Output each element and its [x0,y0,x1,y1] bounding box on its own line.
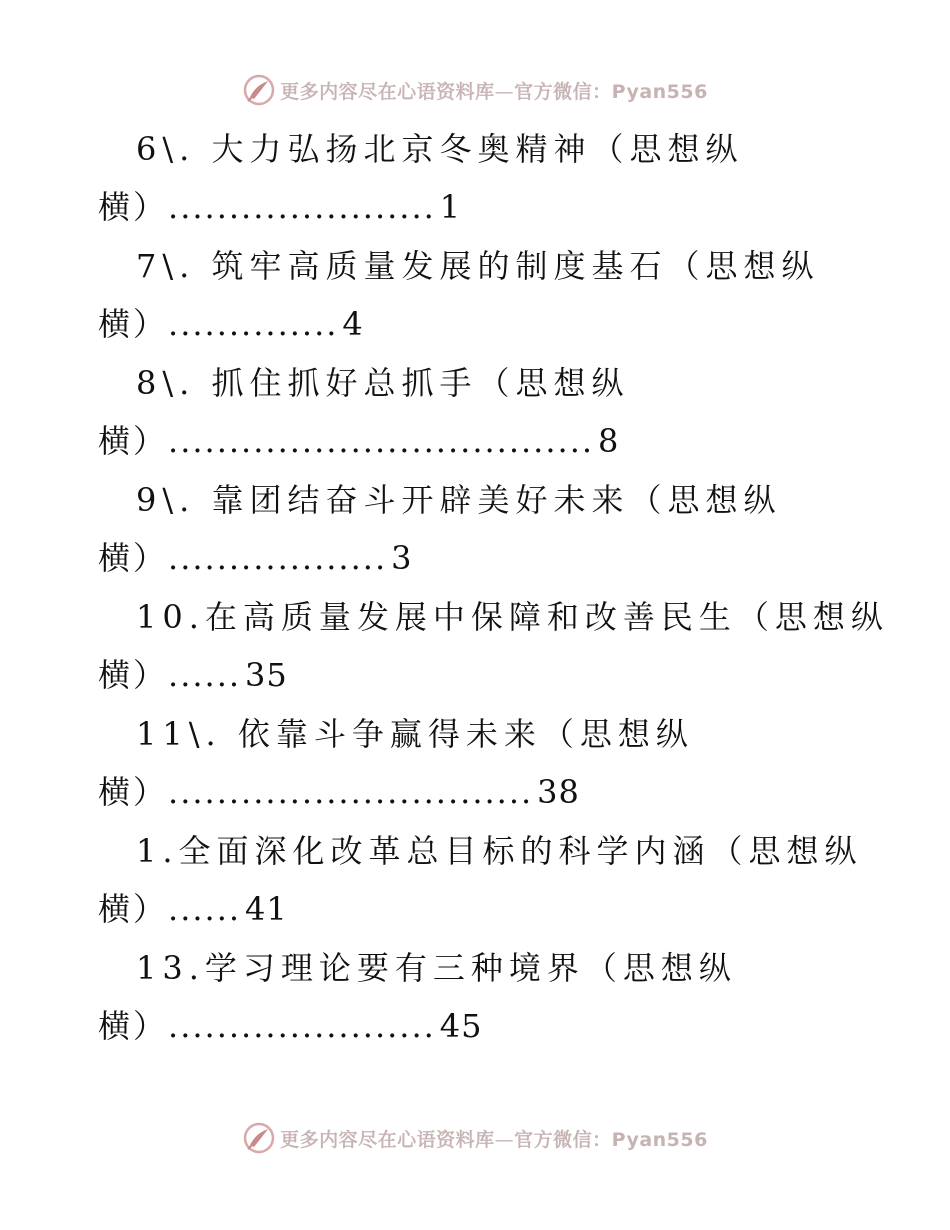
toc-page-number: 41 [245,890,288,928]
toc-entry[interactable] [98,588,918,705]
quill-logo-icon [242,73,276,107]
toc-entry[interactable] [98,120,918,237]
toc-page-number: 35 [245,656,288,694]
watermark-text: 更多内容尽在心语资料库—官方微信：Pyan556 [280,1128,708,1151]
toc-entry-title-cont: 横） [98,1007,169,1045]
toc-page-number: 8 [598,422,620,460]
watermark-text: 更多内容尽在心语资料库—官方微信：Pyan556 [280,80,708,103]
table-of-contents [98,120,918,1056]
toc-entry-title: 1.全面深化改革总目标的科学内涵（思想纵 [136,832,863,870]
toc-page-number: 38 [537,773,580,811]
toc-entry-title-cont: 横） [98,422,169,460]
toc-page-number: 4 [342,305,364,343]
toc-leader-dots: .............................. [168,773,534,811]
toc-leader-dots: ...................... [168,188,436,226]
toc-entry-title-cont: 横） [98,188,169,226]
toc-leader-dots: ...... [168,890,242,928]
toc-entry-title-cont: 横） [98,656,169,694]
toc-page-number: 3 [391,539,413,577]
toc-entry[interactable] [98,471,918,588]
toc-page-number: 1 [439,188,462,226]
toc-entry-title: 8\. 抓住抓好总抓手（思想纵 [136,364,630,402]
toc-entry-title-cont: 横） [98,539,169,577]
toc-leader-dots: ................................... [168,422,595,460]
toc-entry-title: 7\. 筑牢高质量发展的制度基石（思想纵 [136,247,820,285]
toc-entry-title-cont: 横） [98,773,169,811]
toc-entry[interactable] [98,939,918,1056]
toc-entry-title: 11\. 依靠斗争赢得未来（思想纵 [136,715,694,753]
quill-logo-icon [242,1121,276,1155]
toc-leader-dots: .............. [168,305,339,343]
footer-watermark [0,1118,950,1158]
toc-entry-title: 13.学习理论要有三种境界（思想纵 [136,949,737,987]
toc-page-number: 45 [439,1007,483,1045]
toc-entry[interactable] [98,705,918,822]
toc-entry[interactable] [98,237,918,354]
toc-entry-title-cont: 横） [98,305,169,343]
toc-entry-title-cont: 横） [98,890,169,928]
toc-entry-title: 9\. 靠团结奋斗开辟美好未来（思想纵 [136,481,782,519]
toc-leader-dots: ...................... [168,1007,436,1045]
toc-entry-title: 10.在高质量发展中保障和改善民生（思想纵 [136,598,889,636]
toc-leader-dots: ...... [168,656,242,694]
toc-entry-title: 6\. 大力弘扬北京冬奥精神（思想纵 [136,130,744,168]
toc-leader-dots: .................. [168,539,388,577]
toc-entry[interactable] [98,354,918,471]
header-watermark [0,70,950,110]
toc-entry[interactable] [98,822,918,939]
